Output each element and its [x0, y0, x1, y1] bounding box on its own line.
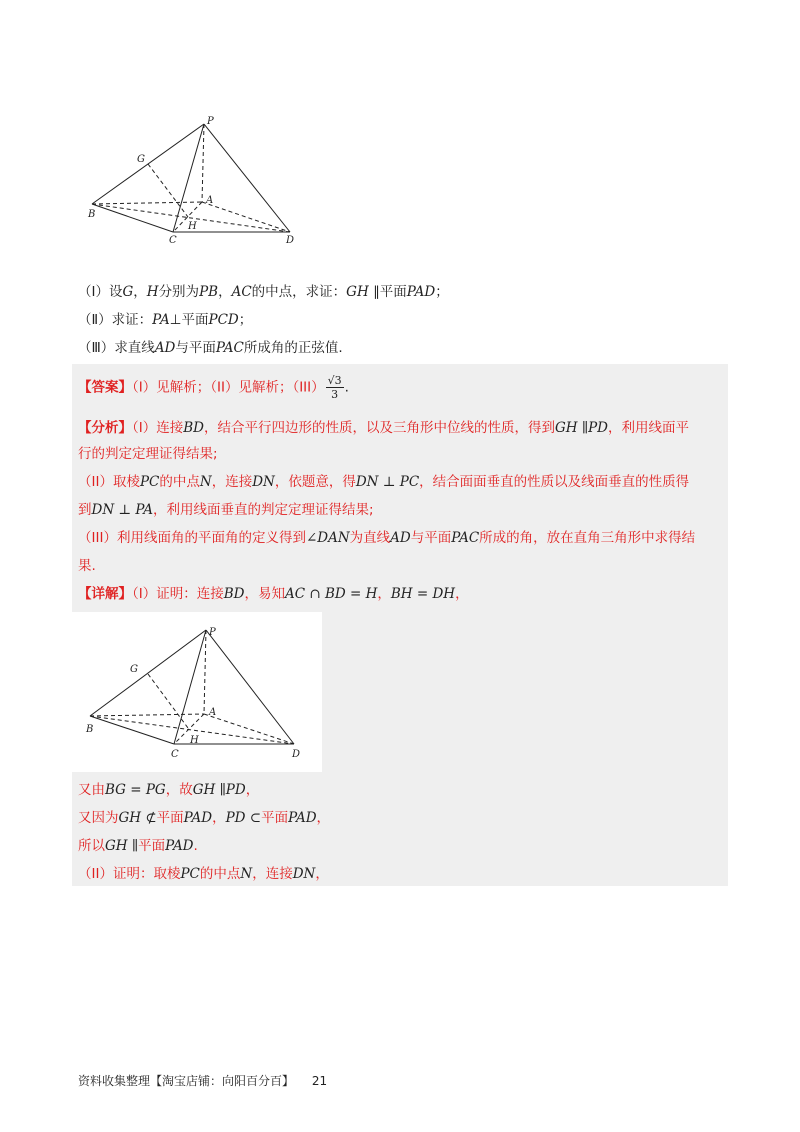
label-H: H	[188, 221, 197, 232]
question-3: （Ⅲ）求直线AD与平面PAC所成角的正弦值.	[78, 340, 343, 356]
label-H-2: H	[190, 735, 199, 746]
detail-line-5: （II）证明：取棱PC的中点N，连接DN，	[78, 866, 329, 882]
answer-fraction: $\frac{√3}{3}$	[327, 374, 342, 401]
label-A: A	[206, 195, 214, 206]
question-1: （Ⅰ）设G，H分别为PB，AC的中点，求证：GH ∥平面PAD；	[78, 284, 449, 300]
label-G: G	[137, 154, 145, 165]
footer-text: 资料收集整理【淘宝店铺：向阳百分百】	[78, 1074, 295, 1088]
page-footer	[78, 1072, 327, 1089]
analysis-line-6: 果.	[78, 558, 96, 574]
detail-line-4: 所以GH ∥平面PAD.	[78, 838, 198, 854]
label-B-2: B	[86, 724, 94, 735]
analysis-line-5: （III）利用线面角的平面角的定义得到∠DAN为直线AD与平面PAC所成的角，放在直角三角形中求得结	[78, 530, 696, 546]
label-P-2: P	[209, 627, 216, 638]
label-G-2: G	[130, 664, 138, 675]
pyramid-figure-top	[80, 112, 310, 252]
label-B: B	[88, 209, 96, 220]
label-D: D	[286, 235, 295, 246]
label-C: C	[169, 235, 177, 246]
analysis-line-1: 【分析】（I）连接BD，结合平行四边形的性质，以及三角形中位线的性质，得到GH ∥PD，利用线面平	[78, 420, 689, 436]
answer-line: 【答案】（I）见解析；（II）见解析；（III） $\frac{√3}{3}$ .	[78, 374, 349, 401]
page-number: 21	[311, 1074, 328, 1088]
detail-line-2: 又由BG = PG，故GH ∥PD，	[78, 782, 260, 798]
label-A-2: A	[209, 707, 217, 718]
pyramid-figure-solution	[78, 620, 318, 765]
label-C-2: C	[171, 749, 179, 760]
analysis-line-2: 行的判定定理证得结果;	[78, 446, 218, 462]
detail-line-1: 【详解】（I）证明：连接BD，易知AC ∩ BD = H，BH = DH，	[78, 586, 469, 602]
analysis-line-3: （II）取棱PC的中点N，连接DN，依题意，得DN ⊥ PC，结合面面垂直的性质以及线面垂直的性质得	[78, 474, 690, 490]
label-D-2: D	[292, 749, 301, 760]
analysis-line-4: 到DN ⊥ PA，利用线面垂直的判定定理证得结果;	[78, 502, 374, 518]
detail-line-3: 又因为GH ⊄平面PAD，PD ⊂平面PAD，	[78, 810, 331, 826]
label-P: P	[207, 116, 214, 127]
question-2: （Ⅱ）求证：PA⊥平面PCD；	[78, 312, 253, 328]
